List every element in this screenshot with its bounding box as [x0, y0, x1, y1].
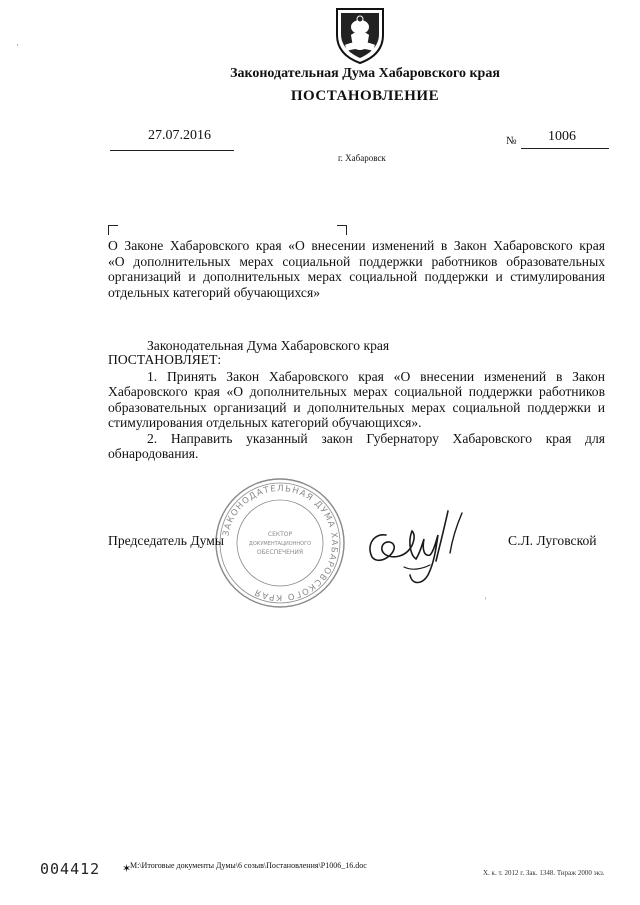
chairman-label: Председатель Думы [108, 533, 225, 548]
svg-text:ОБЕСПЕЧЕНИЯ: ОБЕСПЕЧЕНИЯ [256, 549, 304, 556]
scan-mark: ' [485, 596, 487, 605]
city: г. Хабаровск [338, 153, 386, 163]
document-number: 1006 [548, 129, 576, 144]
item-1-line: образовательных организаций и дополнительных мерах социальной поддержки и [108, 399, 605, 415]
printer-mark-icon: ✶ [122, 863, 132, 875]
title-corner-right [337, 225, 347, 235]
title-line: О Законе Хабаровского края «О внесении изменений в Закон Хабаровского края [108, 238, 605, 253]
scan-mark: · [16, 40, 19, 50]
print-info: Х. к. т. 2012 г. Зак. 1348. Тираж 2000 экз. [483, 869, 605, 877]
resolution-body [108, 369, 605, 461]
chairman-name: С.Л. Луговской [508, 533, 597, 548]
coat-of-arms-icon [333, 5, 387, 65]
registration-number: 004412 [40, 860, 101, 878]
resolution-title [108, 238, 605, 300]
handwritten-signature [364, 505, 476, 595]
item-1-line: 1. Принять Закон Хабаровского края «О внесении изменений в Закон [147, 369, 605, 384]
item-1-line: Хабаровского края «О дополнительных мерах социальной поддержки работников [108, 384, 605, 400]
item-2-line: 2. Направить указанный закон Губернатору Хабаровского края для [147, 430, 605, 446]
number-sign: № [506, 135, 517, 147]
title-line: «О дополнительных мерах социальной поддержки работников образовательных [108, 253, 605, 269]
title-line: отдельных категорий обучающихся» [108, 284, 320, 300]
organization-name: Законодательная Дума Хабаровского края [230, 66, 500, 81]
date-underline [110, 150, 234, 151]
item-1-line: стимулирования отдельных категорий обучающихся». [108, 415, 422, 431]
file-path: M:\Итоговые документы Думы\6 созыв\Постановления\P1006_16.doc [130, 861, 367, 870]
svg-text:ЗАКОНОДАТЕЛЬНАЯ ДУМА ХАБАРОВСК: ЗАКОНОДАТЕЛЬНАЯ ДУМА ХАБАРОВСКОГО КРАЯ [221, 483, 340, 603]
official-seal-stamp [213, 476, 347, 610]
number-underline [521, 148, 609, 149]
document-date: 27.07.2016 [148, 128, 211, 143]
document-type: ПОСТАНОВЛЕНИЕ [290, 88, 440, 104]
title-corner-left [108, 225, 118, 235]
svg-text:ДОКУМЕНТАЦИОННОГО: ДОКУМЕНТАЦИОННОГО [248, 541, 312, 547]
decree-word: ПОСТАНОВЛЯЕТ: [108, 352, 222, 367]
item-2-line: обнародования. [108, 446, 199, 462]
title-line: организаций и дополнительных мерах социальной поддержки и стимулирования [108, 269, 605, 285]
svg-text:СЕКТОР: СЕКТОР [267, 531, 293, 538]
intro-line: Законодательная Дума Хабаровского края [147, 338, 390, 353]
